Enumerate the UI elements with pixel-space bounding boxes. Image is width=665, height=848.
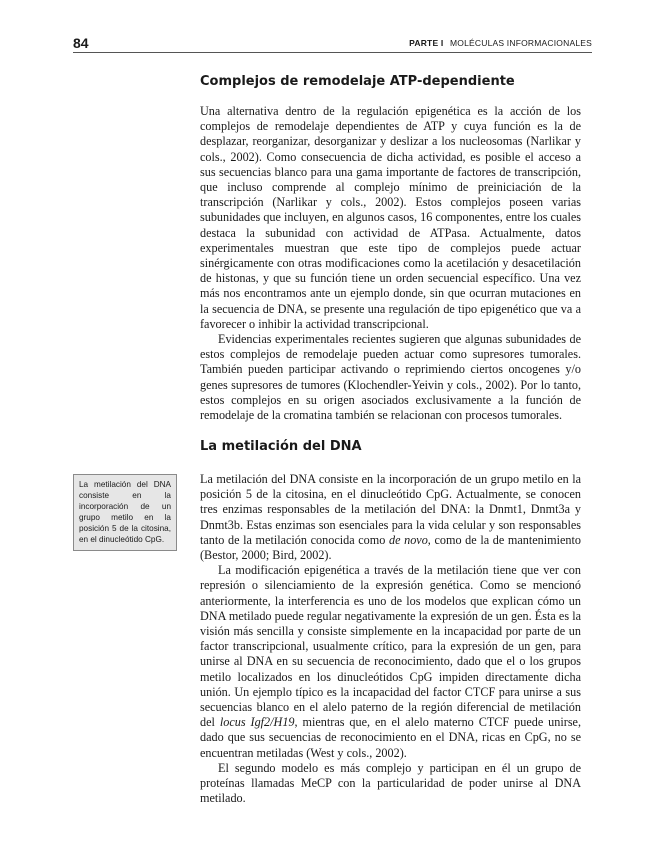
header-rule: [73, 52, 592, 53]
page-number: 84: [73, 35, 89, 51]
paragraph: [200, 472, 581, 563]
section-title: MOLÉCULAS INFORMACIONALES: [450, 38, 592, 48]
text-run: La metilación del DNA consiste en la incorporación de un grupo metilo en la posición 5 de la citosina, en el dinucleótido CpG. Actualmente, se conocen tres enzimas responsables de la metilación del DNA: la Dnmt1, Dnmt3a y Dnmt3b. Estas enzimas son esenciales para la vida celular y son responsables tanto de la metilación conocida como: [200, 472, 581, 547]
part-label: PARTE I: [409, 38, 444, 48]
text-run: La modificación epigenética a través de la metilación tiene que ver con represión o silenciamiento de la expresión genética. Como se mencionó anteriormente, la interferencia es uno de los modelos que explican cómo un DNA metilado puede regular negativamente la expresión de un gen. Ésta es la visión más sencilla y consiste simplemente en la incapacidad por parte de un factor transcripcional, usualmente crítico, para la expresión de un gen, para unirse al DNA en su secuencia de reconocimiento, dado que el o los grupos metilo localizados en los dinucleótidos CpG impiden directamente dicha unión. Un ejemplo típico es la incapacidad del factor CTCF para unirse a sus secuencias blanco en el alelo paterno de la región diferencial de metilación del: [200, 563, 581, 730]
section-body-remodelaje: [200, 104, 581, 423]
section-heading-remodelaje: Complejos de remodelaje ATP-dependiente: [200, 74, 515, 89]
running-header: [409, 38, 592, 48]
section-heading-metilacion: La metilación del DNA: [200, 439, 362, 454]
paragraph: El segundo modelo es más complejo y participan en él un grupo de proteínas llamadas MeCP con la particularidad de poder unirse al DNA metilado.: [200, 760, 581, 806]
paragraph: Una alternativa dentro de la regulación epigenética es la acción de los complejos de remodelaje dependientes de ATP y cuya función es la de desplazar, reorganizar, desorganizar y deslizar a los nucleosomas (Narlikar y cols., 2002). Como consecuencia de dicha actividad, es posible el acceso a sus secuencias blanco para una gama importante de factores de transcripción, que incluso comprende al complejo mínimo de preiniciación de la transcripción (Narlikar y cols., 2002). Estos complejos poseen varias subunidades que incluyen, en algunos casos, 16 componentes, entre los cuales destaca la subunidad con actividad de ATPasa. Actualmente, datos experimentales muestran que este tipo de complejos puede actuar sinérgicamente con otras modificaciones como la acetilación y desacetilación de histonas, y que su función tiene un orden secuencial específico. Una vez más nos encontramos ante un ejemplo donde, sin que ocurran mutaciones en la secuencia de DNA, se presente una regulación de tipo epigenético que va a favorecer o inhibir la actividad transcripcional.: [200, 104, 581, 331]
text-run: , mientras que, en el alelo materno CTCF puede unirse, dado que sus secuencias de reconocimiento en el DNA, ricas en CpG, no se encuentran metiladas (West y cols., 2002).: [200, 715, 582, 760]
margin-note-text: La metilación del DNA consiste en la incorporación de un grupo metilo en la posición 5 de la citosina, en el dinucleótido CpG.: [79, 480, 171, 544]
paragraph: Evidencias experimentales recientes sugieren que algunas subunidades de estos complejos de remodelaje pueden actuar como supresores tumorales. También pueden participar activando o reprimiendo ciertos oncogenes y/o genes supresores de tumores (Klochendler-Yeivin y cols., 2002). Por lo tanto, estos complejos en su origen asociados exclusivamente a la función de remodelaje de la cromatina también se relacionan con procesos tumorales.: [200, 332, 581, 423]
italic-term: locus Igf2/H19: [219, 715, 295, 730]
margin-note-box: [73, 474, 177, 551]
italic-term: de novo: [388, 532, 428, 547]
text-run: , como de la de mantenimiento (Bestor, 2000; Bird, 2002).: [200, 532, 581, 563]
paragraph: [200, 563, 581, 761]
section-body-metilacion: [200, 472, 581, 806]
